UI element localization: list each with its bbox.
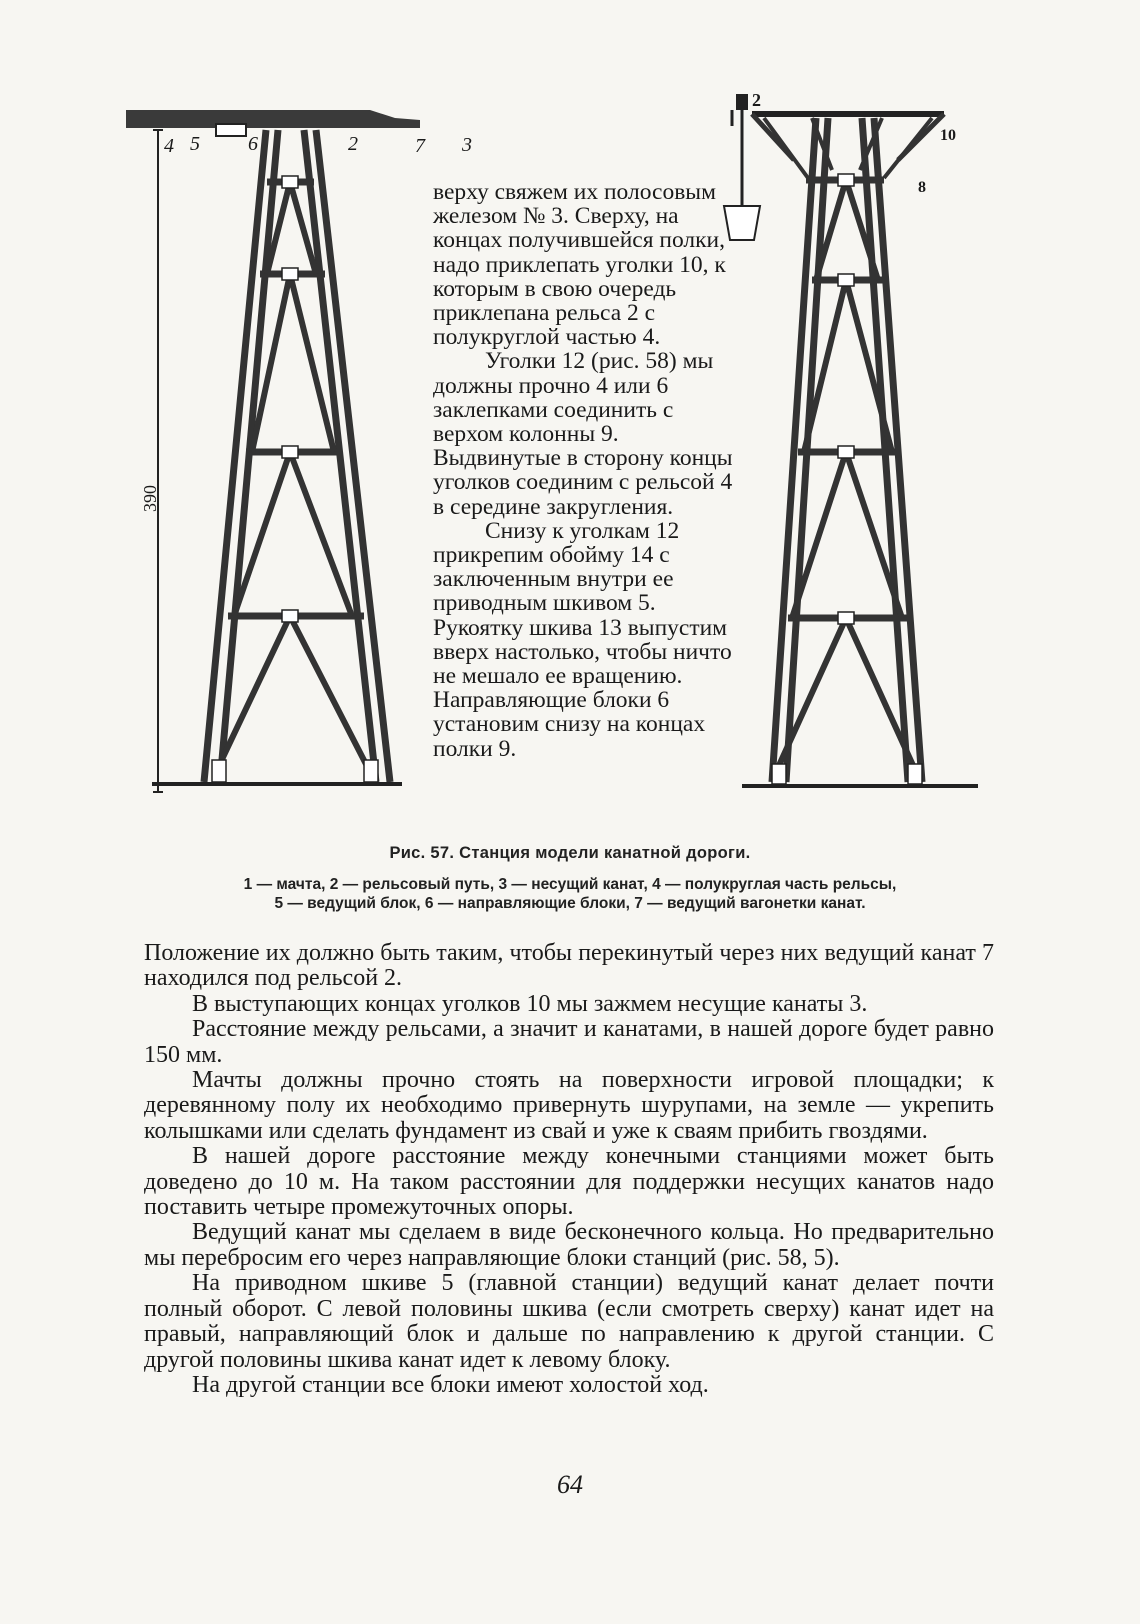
right-label-10: 10 <box>940 127 956 144</box>
body-paragraph: На приводном шкиве 5 (главной станции) ведущий канат делает почти полный оборот. С левой половины шкива (если смотреть сверху) канат идет на правый, направляющий блок и дальше по направлению к другой станции. С другой половины шкива канат идет к левому блоку. <box>144 1270 994 1373</box>
figure-left-tower <box>120 100 425 800</box>
guide-block <box>216 124 246 136</box>
figure-caption-title: Рис. 57. Станция модели канатной дороги. <box>389 844 751 862</box>
right-label-8: 8 <box>918 179 926 196</box>
body-paragraph: На другой станции все блоки имеют холостой ход. <box>192 1371 709 1398</box>
legend-line: 1 — мачта, 2 — рельсовый путь, 3 — несущий канат, 4 — полукруглая часть рельсы, <box>243 876 897 893</box>
svg-text:3: 3 <box>462 134 472 156</box>
label-7: 7 <box>415 135 425 157</box>
side-paragraph: Снизу к уголкам 12 прикрепим обойму 14 с заключенным внутри ее приводным шкивом 5. Рукоятку шкива 13 выпустим вверх настолько, чтобы ничто не мешало ее вращению. Направляющие блоки 6 установим снизу на концах полки 9. <box>433 517 732 762</box>
body-text <box>144 941 994 1398</box>
pulley-housing <box>736 94 748 110</box>
figure-caption-legend <box>140 875 1000 913</box>
body-paragraph: Ведущий канат мы сделаем в виде бесконечного кольца. Но предварительно мы перебросим его через направляющие блоки станций (рис. 58, 5). <box>144 1219 994 1271</box>
label-3-mark <box>458 125 498 157</box>
body-paragraph: Расстояние между рельсами, а значит и канатами, в нашей дороге будет равно 150 мм. <box>144 1016 994 1068</box>
figure-side-text <box>433 180 740 761</box>
right-label-2: 2 <box>752 90 761 110</box>
body-paragraph: Положение их должно быть таким, чтобы перекинутый через них ведущий канат 7 находился под рельсой 2. <box>144 940 994 992</box>
page-number: 64 <box>557 1470 583 1499</box>
rail-plank <box>126 110 420 128</box>
legend-line: 5 — ведущий блок, 6 — направляющие блоки, 7 — ведущий вагонетки канат. <box>274 895 866 912</box>
label-4: 4 <box>164 135 174 157</box>
body-paragraph: В нашей дороге расстояние между конечными станциями может быть доведено до 10 м. На таком расстоянии для поддержки несущих канатов надо поставить четыре промежуточных опоры. <box>144 1143 994 1221</box>
body-paragraph: Мачты должны прочно стоять на поверхности игровой площадки; к деревянному полу их необходимо привернуть шурупами, на земле — укрепить колышками или сделать фундамент из свай и уже к сваям прибить гвоздями. <box>144 1067 994 1144</box>
body-paragraph: В выступающих концах уголков 10 мы зажмем несущие канаты 3. <box>192 990 868 1017</box>
label-6: 6 <box>248 133 258 155</box>
side-paragraph: Уголки 12 (рис. 58) мы должны прочно 4 или 6 заклепками соединить с верхом колонны 9. Выдвинутые в сторону концы уголков соединим с рельсой 4 в середине закругления. <box>433 348 733 520</box>
label-5: 5 <box>190 133 200 155</box>
figure-right-tower <box>712 88 982 800</box>
dimension-label: 390 <box>140 485 160 512</box>
side-paragraph: верху свяжем их полосовым железом № 3. Сверху, на концах получившейся полки, надо приклепать уголки 10, к которым в свою очередь приклепана рельса 2 с полукруглой частью 4. <box>433 179 726 351</box>
label-2: 2 <box>348 133 358 155</box>
